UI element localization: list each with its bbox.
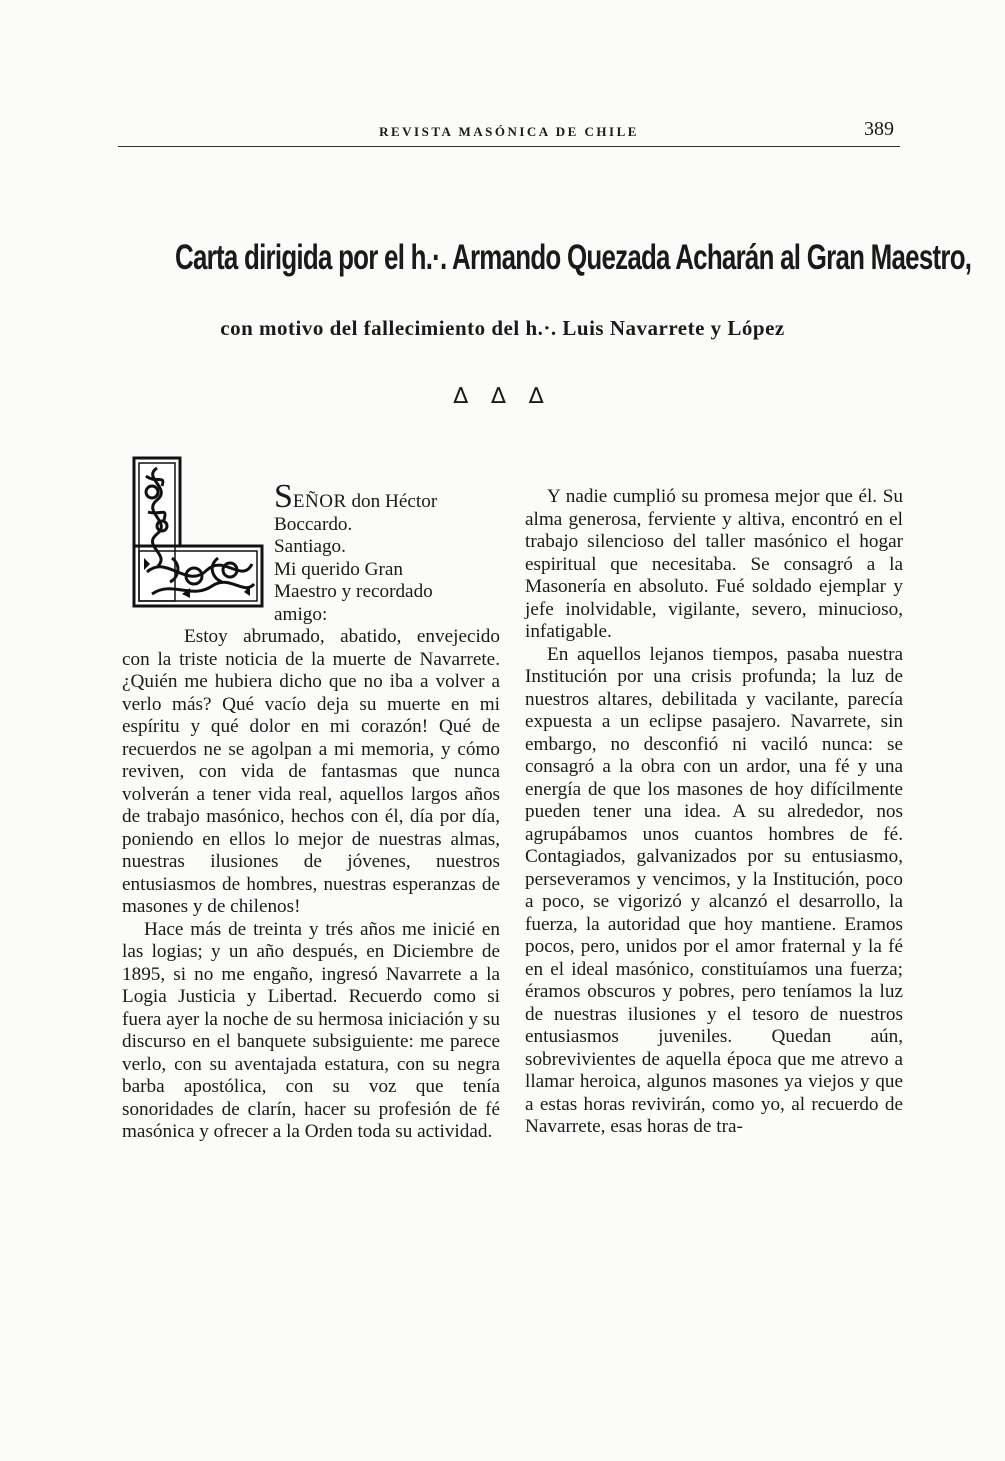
left-column [122,478,500,1144]
decorative-initial [112,454,266,610]
greeting-line-2: Maestro y recordado [274,581,433,602]
right-column [525,486,903,1139]
greeting-line-3: amigo: [274,603,328,625]
article-subtitle: con motivo del fallecimiento del h.·. Luis Navarrete y López [220,316,785,340]
article-title: Carta dirigida por el h.·. Armando Quezada Acharán al Gran Maestro, [175,238,972,277]
page-number: 389 [864,118,894,140]
greeting-line-1: Mi querido Gran [274,558,403,580]
city-line: Santiago. [274,536,346,557]
paragraph-2: Hace más de treinta y trés años me inicié en las logias; y un año después, en Diciembre de 1895, si no me engaño, ingresó Navarrete a la Logia Justicia y Libertad. Recuerdo como si fuera ayer la noche de su hermosa iniciación y su discurso en el banquete subsiguiente: me parece verlo, con su aventajada estatura, con su negra barba apostólica, con su voz que tenía sonoridades de clarín, hacer su profesión de fé masónica y ofrecer a la Orden toda su actividad. [122,918,500,1142]
paragraph-4: En aquellos lejanos tiempos, pasaba nuestra Institución por una crisis profunda; la luz de nuestros altares, debilitada y vacilante, parecía expuesta a un eclipse pasajero. Navarrete, sin embargo, no desconfió ni vaciló nunca: se consagró a la obra con un ardor, una fé y una energía de que los masones de hoy difícilmente pueden tener una idea. A su alrededor, nos agrupábamos unos cuantos hombres de fé. Contagiados, galvanizados por su entusiasmo, perseveramos y vencimos, y la Institución, poco a poco, se vigorizó y alcanzó el desarrollo, la fuerza, la autoridad que hoy mantiene. Eramos pocos, pero, unidos por el amor fraternal y la fé en el ideal masónico, constituíamos una fuerza; éramos obscuros y pobres, pero teníamos la luz de nuestras ilusiones y el tesoro de nuestros entusiasmos juveniles. Quedan aún, sobrevivientes de aquella época que me atrevo a llamar heroica, algunos masones ya viejos y que a estas horas revivirán, como yo, al recuerdo de Navarrete, esas horas de tra- [525,643,903,1137]
initial-letter: S [274,478,293,515]
salutation-caps: EÑOR [292,491,347,512]
paragraph-1: Estoy abrumado, abatido, envejecido con la triste noticia de la muerte de Navarrete. ¿Quién me hubiera dicho que no iba a volver a verlo más? Qué vacío deja su muerte en mi espíritu y qué dolor en mi corazón! Qué de recuerdos ne se agolpan a mi memoria, y cómo reviven, con vida de fantasmas que nunca volverán a tener vida real, aquellos largos años de trabajo masónico, hechos con él, día por día, poniendo en ellos lo mejor de nuestras almas, nuestras ilusiones de jóvenes, nuestros entusiasmos de hombres, nuestras esperanzas de masones y de chilenos! [122,626,500,917]
journal-title: REVISTA MASÓNICA DE CHILE [379,124,639,139]
salutation-recipient: don Héctor Boccardo. [274,491,438,535]
header-rule [118,146,900,147]
paragraph-3: Y nadie cumplió su promesa mejor que él. Su alma generosa, ferviente y altiva, encontró en el trabajo silencioso del taller masónico el hogar espiritual que necesitaba. Se consagró a la Masonería en absoluto. Fué soldado ejemplar y jefe inolvidable, vigilante, severo, minucioso, infatigable. [525,486,903,642]
running-head [118,118,900,148]
triangle-ornament: ∆ ∆ ∆ [453,384,552,409]
ornamental-letter-l-icon [112,454,266,610]
